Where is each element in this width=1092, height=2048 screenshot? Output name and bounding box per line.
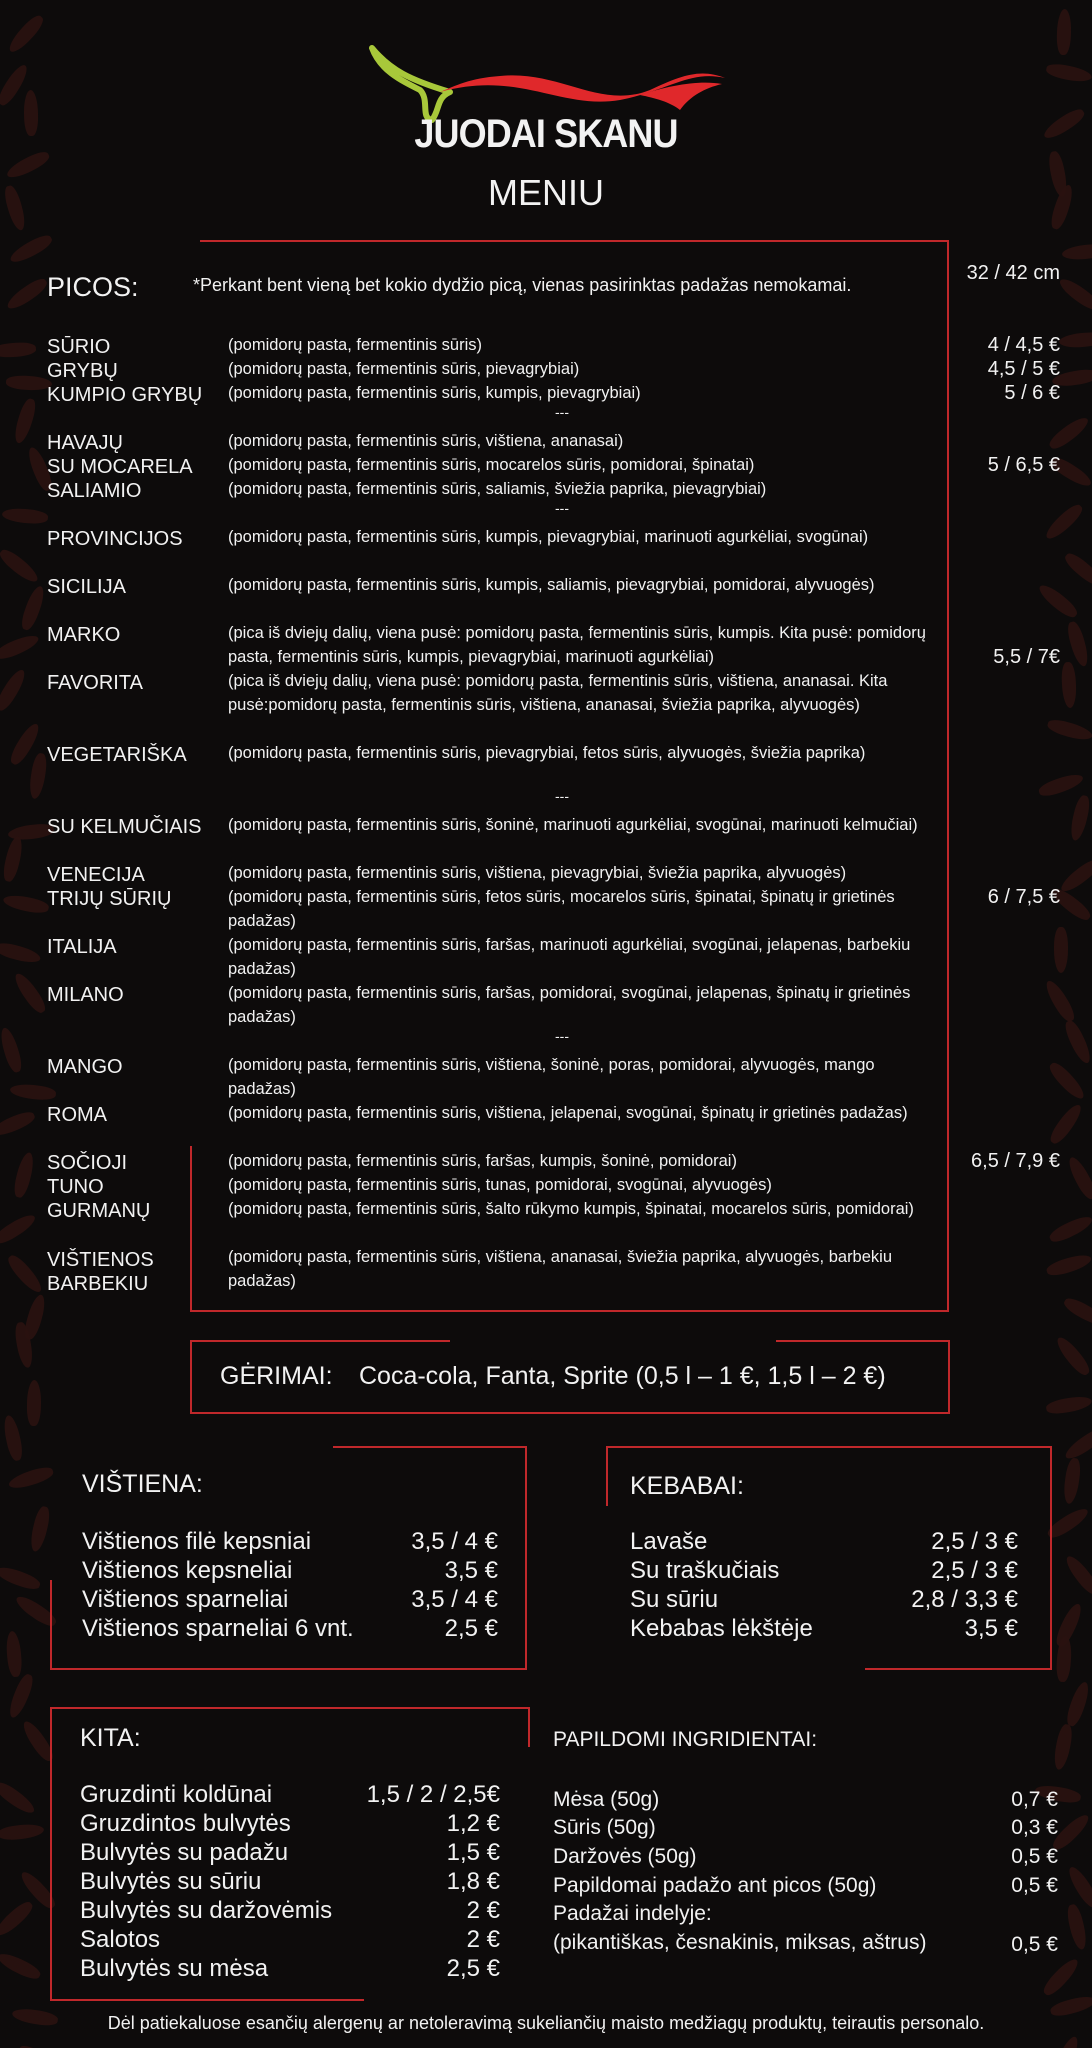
pizza-price: 5,5 / 7€ [993, 646, 1060, 668]
other-title: KITA: [80, 1724, 141, 1752]
chili-pattern-icon [0, 1822, 45, 1841]
chicken-frame-left [50, 1580, 52, 1670]
pizza-name: MILANO [47, 984, 124, 1006]
chili-pattern-icon [0, 1109, 37, 1140]
menu-item-name: Su traškučiais [630, 1557, 780, 1584]
menu-item-price: 2,5 / 3 € [931, 1528, 1018, 1555]
drinks-frame-top-left [190, 1340, 450, 1342]
chili-pattern-icon [1065, 1903, 1089, 1951]
drinks-frame-right [948, 1340, 950, 1414]
pizza-name: VENECIJA [47, 864, 145, 886]
extra-name: Mėsa (50g) [553, 1788, 660, 1811]
chili-pattern-icon [28, 1505, 52, 1553]
pizza-desc: (pomidorų pasta, fermentinis sūris, faršas, kumpis, šoninė, pomidorai) [228, 1152, 737, 1170]
pizza-desc: (pomidorų pasta, fermentinis sūris, šoninė, marinuoti agurkėliai, svogūnai, marinuoti kelmučiai) [228, 816, 918, 834]
other-frame-bottom [50, 1999, 364, 2001]
menu-item-price: 2 € [466, 1897, 500, 1924]
chili-pattern-icon [1058, 331, 1092, 349]
menu-item-name: Gruzdintos bulvytės [80, 1810, 291, 1837]
chili-pattern-icon [1061, 243, 1092, 262]
pizza-desc: (pomidorų pasta, fermentinis sūris, mocarelos sūris, pomidorai, špinatai) [228, 456, 755, 474]
pizza-separator: --- [555, 788, 569, 804]
chili-pattern-icon [0, 341, 37, 358]
extra-name: Sūris (50g) [553, 1816, 656, 1839]
chili-pattern-icon [1062, 1425, 1092, 1463]
kebabs-frame-top [606, 1446, 1052, 1448]
chili-pattern-icon [19, 584, 48, 632]
pizza-price: 6,5 / 7,9 € [971, 1150, 1060, 1172]
extra-price: 0,5 € [1011, 1845, 1058, 1868]
menu-item-name: Bulvytės su sūriu [80, 1868, 262, 1895]
chili-pattern-icon [1061, 661, 1077, 708]
pizza-desc: (pomidorų pasta, fermentinis sūris, vištiena, šoninė, poras, pomidorai, alyvuogės, mango padažas) [228, 1056, 875, 1098]
pizza-desc: (pomidorų pasta, fermentinis sūris, kumpis, pievagrybiai, marinuoti agurkėliai, svogūnai) [228, 528, 869, 546]
kebabs-title: KEBABAI: [630, 1472, 744, 1500]
chili-pattern-icon [1, 835, 25, 883]
chili-pattern-icon [1062, 1018, 1092, 1066]
chicken-frame-right [525, 1446, 527, 1670]
extra-name: Daržovės (50g) [553, 1845, 697, 1868]
pizza-desc: (pomidorų pasta, fermentinis sūris, saliamis, šviežia paprika, pievagrybiai) [228, 480, 767, 498]
pizza-desc: (pica iš dviejų dalių, viena pusė: pomidorų pasta, fermentinis sūris, vištiena, ananasai. Kita pusė:pomidorų pasta, fermentinis sūris, vištiena, ananasai, šviežia paprika, alyvuogės) [228, 672, 888, 714]
pizza-desc: (pomidorų pasta, fermentinis sūris, tunas, pomidorai, svogūnai, alyvuogės) [228, 1176, 772, 1194]
extra-price: 0,5 € [1011, 1874, 1058, 1897]
pizza-desc: (pomidorų pasta, fermentinis sūris, faršas, marinuoti agurkėliai, svogūnai, jelapenas, barbekiu padažas) [228, 936, 911, 978]
chili-pattern-icon [1046, 716, 1092, 742]
pizza-name: TRIJŲ SŪRIŲ [47, 888, 172, 910]
menu-item-price: 3,5 € [444, 1557, 498, 1584]
pizza-name: FAVORITA [47, 672, 143, 694]
menu-item-price: 2,5 € [444, 1615, 498, 1642]
chili-pattern-icon [0, 1950, 43, 1983]
chili-pattern-icon [0, 1211, 38, 1247]
menu-item-name: Vištienos sparneliai 6 vnt. [82, 1615, 354, 1642]
pizza-desc: (pomidorų pasta, fermentinis sūris, vištiena, jelapenai, svogūnai, špinatų ir grietinės padažas) [228, 1104, 908, 1122]
chili-pattern-icon [0, 667, 29, 714]
menu-title: MENIU [488, 172, 604, 213]
pizza-name: SU MOCARELA [47, 456, 193, 478]
pizza-price: 5 / 6,5 € [987, 454, 1060, 476]
menu-item-name: Gruzdinti koldūnai [80, 1781, 273, 1808]
chili-pattern-icon [1053, 1334, 1092, 1379]
chili-pattern-icon [12, 1151, 37, 1199]
chili-pattern-icon [5, 275, 51, 313]
chili-pattern-icon [1064, 1680, 1092, 1728]
drinks-list: Coca-cola, Fanta, Sprite (0,5 l – 1 €, 1,5 l – 2 €) [359, 1362, 886, 1390]
extra-price: 0,3 € [1011, 1816, 1058, 1839]
menu-item-price: 2,5 € [446, 1955, 500, 1982]
pizza-name: KUMPIO GRYBŲ [47, 384, 203, 406]
menu-item-price: 2 € [466, 1926, 500, 1953]
chili-pattern-icon [11, 970, 49, 1016]
menu-item-price: 1,2 € [446, 1810, 500, 1837]
drinks-title: GĖRIMAI: [220, 1362, 333, 1390]
brand-name: JUODAI SKANU [414, 112, 678, 156]
extra-price: 0,5 € [1011, 1933, 1058, 1956]
chili-pattern-icon [11, 397, 38, 445]
chili-pattern-icon [2, 893, 50, 916]
chili-pattern-icon [1051, 2034, 1082, 2048]
chili-pattern-icon [1052, 1723, 1075, 1771]
pizza-frame-bottom [190, 1310, 949, 1312]
pizza-sizes: 32 / 42 cm [966, 262, 1060, 284]
pizza-name: ROMA [47, 1104, 107, 1126]
chili-pattern-icon [4, 1252, 45, 1296]
chili-pattern-icon [0, 1778, 38, 1816]
menu-item-name: Kebabas lėkštėje [630, 1615, 813, 1642]
pizza-name: SALIAMIO [47, 480, 142, 502]
pizza-desc: (pomidorų pasta, fermentinis sūris, vištiena, pievagrybiai, šviežia paprika, alyvuogės) [228, 864, 847, 882]
extra-name: Papildomai padažo ant picos (50g) [553, 1874, 877, 1897]
extra-name: (pikantiškas, česnakinis, miksas, aštrus) [553, 1931, 927, 1954]
chili-pattern-icon [1045, 1252, 1092, 1279]
chili-pattern-icon [0, 631, 41, 662]
pizza-name: GRYBŲ [47, 360, 118, 382]
menu-item-name: Bulvytės su daržovėmis [80, 1897, 333, 1924]
pizza-desc: (pomidorų pasta, fermentinis sūris, vištiena, ananasai) [228, 432, 624, 450]
chili-pattern-icon [1062, 1458, 1082, 1506]
chicken-frame-top [333, 1446, 527, 1448]
pizza-price: 4 / 4,5 € [987, 334, 1060, 356]
extra-price: 0,7 € [1011, 1788, 1058, 1811]
chili-pattern-icon [9, 1082, 56, 1101]
pizza-name: GURMANŲ [47, 1200, 151, 1222]
menu-item-name: Lavaše [630, 1528, 708, 1555]
drinks-frame-top-right [776, 1340, 950, 1342]
chili-pattern-icon [1065, 1864, 1092, 1910]
chili-pattern-icon [16, 2042, 63, 2048]
menu-item-price: 1,5 / 2 / 2,5€ [366, 1781, 500, 1808]
menu-item-price: 1,8 € [446, 1868, 500, 1895]
chili-pattern-icon [1061, 1294, 1092, 1329]
pizza-note: *Perkant bent vieną bet kokio dydžio picą, vienas pasirinktas padažas nemokamai. [193, 275, 852, 295]
pizza-desc: (pomidorų pasta, fermentinis sūris, fetos sūris, mocarelos sūris, špinatai, špinatų ir grietinės padažas) [228, 888, 895, 930]
chili-pattern-icon [1042, 977, 1078, 1024]
menu-item-price: 3,5 / 4 € [411, 1586, 498, 1613]
menu-item-name: Bulvytės su padažu [80, 1839, 289, 1866]
menu-item-name: Vištienos kepsneliai [82, 1557, 293, 1584]
pizza-desc: (pomidorų pasta, fermentinis sūris, pievagrybiai, fetos sūris, alyvuogės, šviežia paprika) [228, 744, 866, 762]
chili-pattern-icon [1035, 582, 1080, 622]
pizza-desc: (pomidorų pasta, fermentinis sūris, vištiena, ananasai, šviežia paprika, alyvuogės, barbekiu padažas) [228, 1248, 893, 1290]
pizza-section-title: PICOS: [47, 272, 139, 302]
chili-pattern-icon [1046, 413, 1091, 452]
chili-pattern-icon [6, 375, 53, 391]
pizza-name: VIŠTIENOS BARBEKIU [47, 1249, 154, 1295]
menu-item-price: 2,5 / 3 € [931, 1557, 1018, 1584]
drinks-frame-left [190, 1340, 192, 1414]
chili-pattern-icon [1041, 1956, 1083, 1999]
chili-pattern-icon [1046, 1059, 1088, 1102]
chili-pattern-icon [1, 507, 48, 525]
extra-name: Padažai indelyje: [553, 1902, 712, 1925]
chili-pattern-icon [1042, 501, 1085, 543]
pizza-name: ITALIJA [47, 936, 117, 958]
chili-pattern-icon [1063, 1553, 1092, 1598]
menu-item-price: 3,5 € [964, 1615, 1018, 1642]
pizza-separator: --- [555, 500, 569, 516]
chicken-frame-bottom [50, 1668, 527, 1670]
chili-pattern-icon [1065, 1154, 1092, 1201]
chili-pattern-icon [1046, 1394, 1092, 1416]
pizza-separator: --- [555, 1028, 569, 1044]
pizza-separator: --- [555, 404, 569, 420]
pizza-price: 5 / 6 € [1004, 382, 1060, 404]
pizza-name: VEGETARIŠKA [47, 744, 187, 766]
pizza-name: MARKO [47, 624, 121, 646]
chili-pattern-icon [6, 1672, 36, 1720]
chili-pattern-icon [26, 1380, 41, 1426]
pizza-desc: (pomidorų pasta, fermentinis sūris) [228, 336, 483, 354]
pizza-name: MANGO [47, 1056, 123, 1078]
pizza-desc: (pomidorų pasta, fermentinis sūris, kumpis, pievagrybiai) [228, 384, 641, 402]
menu-item-name: Bulvytės su mėsa [80, 1955, 269, 1982]
menu-item-name: Salotos [80, 1926, 161, 1953]
other-frame-top [50, 1707, 530, 1709]
chili-pattern-icon [0, 940, 42, 965]
pizza-name: HAVAJŲ [47, 432, 123, 454]
chili-pattern-icon [1046, 1101, 1084, 1146]
pizza-desc: (pomidorų pasta, fermentinis sūris, faršas, pomidorai, svogūnai, jelapenas, špinatų ir grietinės padažas) [228, 984, 911, 1026]
pizza-frame-top [200, 240, 949, 242]
chili-pattern-icon [1037, 771, 1085, 799]
chili-pattern-icon [0, 1899, 35, 1940]
chili-pattern-icon [0, 1563, 42, 1592]
chili-pattern-icon [0, 546, 41, 586]
pizza-desc: (pomidorų pasta, fermentinis sūris, šalto rūkymo kumpis, špinatai, mocarelos sūris, pomidorai) [228, 1200, 914, 1218]
chili-pattern-icon [27, 752, 48, 800]
pizza-name: TUNO [47, 1176, 104, 1198]
pizza-name: SŪRIO [47, 336, 111, 358]
menu-item-price: 1,5 € [446, 1839, 500, 1866]
kebabs-frame-left [606, 1446, 608, 1506]
pizza-name: SOČIOJI [47, 1152, 128, 1174]
pizza-desc: (pica iš dviejų dalių, viena pusė: pomidorų pasta, fermentinis sūris, kumpis. Kita pusė: pomidorų pasta, fermentinis sūris, kumpis, pievagrybiai, marinuoti agurkėliai) [228, 624, 926, 666]
menu-item-name: Vištienos sparneliai [82, 1586, 289, 1613]
chili-pattern-icon [1056, 275, 1092, 313]
chili-pattern-icon [1068, 794, 1092, 842]
menu-item-name: Vištienos filė kepsniai [82, 1528, 312, 1555]
kebabs-frame-bottom [865, 1668, 1052, 1670]
drinks-frame-bottom [190, 1412, 950, 1414]
other-frame-right [528, 1707, 530, 1747]
kebabs-frame-right [1050, 1446, 1052, 1670]
pizza-price: 4,5 / 5 € [987, 358, 1060, 380]
other-frame-left [50, 1707, 52, 2001]
pizza-name: SU KELMUČIAIS [47, 816, 202, 838]
chili-pattern-icon [7, 1465, 55, 1493]
chicken-title: VIŠTIENA: [82, 1470, 203, 1498]
chili-pattern-icon [5, 1631, 23, 1678]
chili-pattern-icon [1062, 549, 1092, 589]
pizza-name: SICILIJA [47, 576, 126, 598]
pizza-name: PROVINCIJOS [47, 528, 183, 550]
chili-pattern-icon [1, 1414, 24, 1462]
chili-pattern-icon [8, 231, 55, 266]
allergen-footer: Dėl patiekaluose esančių alergenų ar netoleravimą sukeliančių maisto medžiagų produktų, teirautis personalo. [107, 2013, 985, 2033]
pizza-price: 6 / 7,5 € [987, 886, 1060, 908]
menu-item-name: Su sūriu [630, 1586, 719, 1613]
chili-pattern-icon [1054, 927, 1068, 973]
menu-item-price: 2,8 / 3,3 € [911, 1586, 1018, 1613]
chili-pattern-icon [1047, 1213, 1092, 1246]
pizza-desc: (pomidorų pasta, fermentinis sūris, pievagrybiai) [228, 360, 580, 378]
pizza-desc: (pomidorų pasta, fermentinis sūris, kumpis, saliamis, pievagrybiai, pomidorai, alyvuogės) [228, 576, 875, 594]
extras-title: PAPILDOMI INGRIDIENTAI: [553, 1728, 818, 1751]
chili-pattern-icon [0, 1026, 25, 1074]
menu-item-price: 3,5 / 4 € [411, 1528, 498, 1555]
